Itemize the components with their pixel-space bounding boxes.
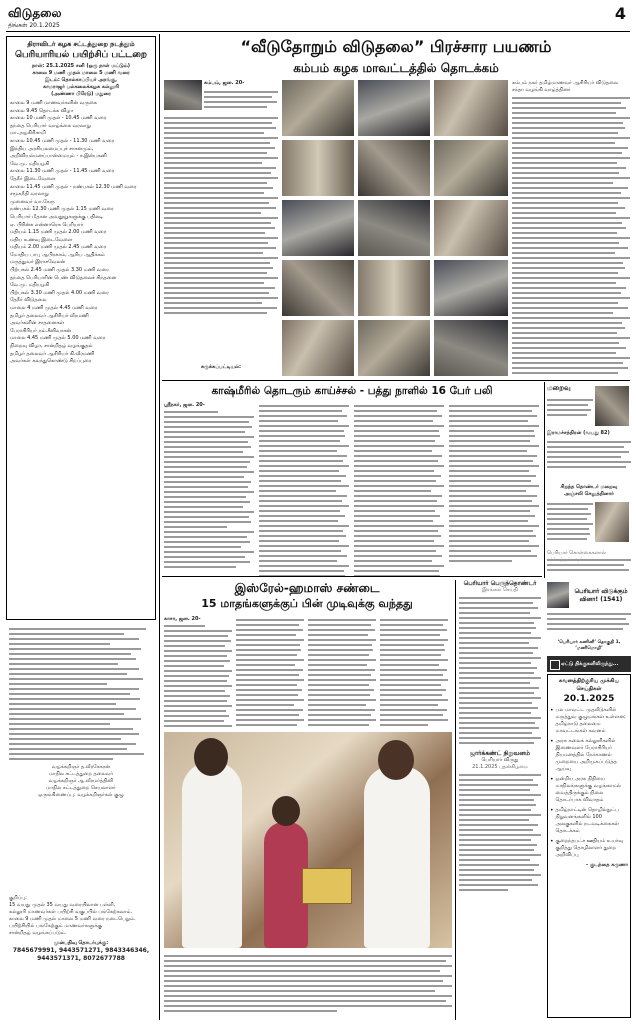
obituary-tag: மறைவு: [547, 384, 571, 392]
israel-headline-line1: இஸ்ரேல்-ஹமாஸ் சண்டை: [234, 581, 380, 595]
lead-photo: [282, 320, 354, 376]
obituary-text-2: [547, 438, 631, 471]
schedule-line: இந்திய அரசியலமைப்புச் சாசனமும்,: [10, 145, 94, 152]
lead-photo: [434, 320, 508, 376]
schedule-line: நண்பகல் 12.30 மணி முதல் 1.15 மணி வரை: [10, 206, 114, 213]
schedule-line: காலை 9 மணி மாணவர்களின் வருகை: [10, 100, 98, 106]
small-notice-headline: பெரியார் பெருந்தொண்டர்: [463, 580, 537, 587]
schedule-line: பிற்பகல் 3.30 மணி முதல் 4.00 மணி வரை: [10, 289, 109, 296]
obituary-photo: [595, 386, 629, 426]
right-mid-sub: பெரியார் விருது: [481, 757, 519, 763]
training-notice-box: [6, 36, 156, 620]
lead-photo: [358, 320, 430, 376]
ad-strip: [547, 656, 631, 672]
news-box-title: கவனத்திற்குரிய முக்கிய செய்திகள்: [558, 678, 620, 692]
quiz-box: [547, 580, 631, 654]
note-line: 15 வயது முதல் 35 வயது வரையிலான பள்ளி,: [9, 902, 116, 908]
schedule-line: தேநீர் இடைவேளை: [10, 175, 56, 182]
lead-photo: [282, 80, 354, 136]
note-line: குறிப்பு:: [9, 895, 27, 901]
schedule-line: வே.மு. மதியழகி: [10, 160, 50, 167]
section-rule: [162, 576, 542, 577]
contact-label: முன்பதிவு தொடர்புக்கு:: [53, 940, 109, 946]
bullet-icon: •: [550, 738, 554, 745]
news-bullet-item: [550, 738, 628, 773]
schedule-line: காலை 11.30 மணி முதல் - 11.45 மணி வரை: [10, 168, 115, 175]
israel-text-col1: [164, 622, 232, 730]
lead-photo: [358, 200, 430, 256]
obituary-text: [547, 396, 593, 419]
lead-photo: [282, 140, 354, 196]
news-box: [547, 674, 631, 1018]
issue-date: திங்கள் 20.1.2025: [8, 22, 60, 29]
lead-body-column: [164, 80, 278, 380]
lead-body-text: [204, 88, 278, 111]
kashmir-body: [164, 402, 540, 572]
person-figure: [364, 766, 430, 948]
schedule-line: மாலை 4 மணி முதல் 4.45 மணி வரை: [10, 305, 98, 312]
schedule-line: தந்தை பெரியாரின் பெண் விடுதலைச் சிந்தனை: [10, 274, 117, 281]
quiz-title: பெரியார் விடுக்கும் வினா! (1541): [574, 588, 628, 603]
training-schedule: [10, 100, 152, 366]
israel-headline-line2: 15 மாதங்களுக்குப் பின் முடிவுக்கு வந்தது: [201, 597, 413, 610]
role-line: வழக்கறிஞர் ஆ.வீரமர்த்தினி: [48, 778, 114, 784]
training-title-line2: பெரியாரியல் பயிற்சிப் பட்டறை: [14, 50, 147, 60]
lead-dateline: கம்பம், ஜன. 20-: [204, 80, 245, 86]
roles-text-block: [9, 628, 153, 760]
right-mid-dateline: 21.1.2025 புதன்கிழமை: [472, 764, 528, 770]
training-intro-line: இடம்: தொல்காப்பியர் அரங்கு,: [44, 77, 118, 83]
obituary2-text: [547, 500, 593, 543]
bullet-icon: •: [550, 807, 554, 814]
training-intro-line: காமராஜர் பல்கலைக்கழக கல்லூரி: [43, 84, 119, 90]
lead-right-column: [512, 80, 630, 376]
left-column-divider: [159, 34, 160, 1020]
lead-photo: [358, 260, 430, 316]
news-bullet-item: [550, 807, 628, 835]
training-footer-box: [6, 892, 156, 1018]
kashmir-dateline: ஸ்ரீநகர், ஜன. 20-: [164, 402, 205, 408]
schedule-line: அவர்களின் சாதனைகள்: [10, 320, 65, 327]
schedule-line: அவர்கள் கலந்துகொண்டு சிறப்புரை: [10, 358, 92, 365]
lead-photo: [282, 260, 354, 316]
schedule-line: தமிழர் தலைவர் ஆசிரியர் கி.வீரமணி: [10, 350, 95, 357]
schedule-line: மாலை 4.45 மணி முதல் 5.00 மணி வரை: [10, 335, 106, 342]
schedule-line: பிற்பகல் 2.45 மணி முதல் 3.30 மணி வரை: [10, 267, 109, 274]
kashmir-text-col2: [259, 402, 349, 580]
training-roles-box: [6, 622, 156, 890]
person-figure: [182, 762, 242, 948]
grid-icon: [550, 660, 560, 670]
schedule-line: மதியம் 2.00 மணி முதல் 2.45 மணி வரை: [10, 244, 107, 251]
lead-photo-list-caption: சுருக்கப்பட்டியல்:: [200, 364, 242, 370]
obituary2-headline-line2: அஞ்சலி செலுத்தினார்: [564, 491, 614, 497]
training-intro-line: காலை 9 மணி முதல் மாலை 5 மணி வரை: [32, 70, 130, 76]
lead-photo-grid: [282, 80, 508, 376]
obituary2-text-2: [547, 556, 631, 574]
lead-photo: [434, 260, 508, 316]
obituary2-headline-line1: சிறந்த தொண்டர் மறைவு: [560, 484, 618, 490]
news-bullet-text: ஒன்றிய அரசு நிதியை மாநிலங்களுக்கு வழங்காமல் வைத்திருக்கும் நிலை தொடர்பாக விவாதம்: [555, 776, 621, 803]
role-line: ஒருங்கிணைப்பு: வழக்கறிஞர்கள் குழு: [38, 792, 124, 798]
bullet-icon: •: [550, 838, 554, 845]
israel-body: [164, 616, 452, 728]
note-line: கல்லூரி மாணவர்கள் பயிற்சி வகுப்பில் பங்கேற்கலாம்.: [9, 909, 133, 915]
lead-photo: [358, 140, 430, 196]
schedule-line: மா.அழகிரிசாமி: [10, 130, 46, 137]
schedule-line: மதியம் 1.15 மணி முதல் 2.00 மணி வரை: [10, 229, 107, 236]
book-held: [302, 868, 352, 904]
news-bullet-list: [550, 707, 628, 859]
small-notice-text: [459, 597, 541, 744]
lead-photo: [434, 80, 508, 136]
lead-photo: [282, 200, 354, 256]
page-number: 4: [614, 4, 626, 23]
role-line: மாநில சட்டத்துறை தலைவர்: [48, 771, 114, 777]
column-divider: [455, 580, 456, 1020]
section-rule: [162, 380, 630, 381]
schedule-line: தந்தை பெரியார் வாழ்க்கை வரலாறு: [10, 122, 91, 129]
quiz-credit: ‘பெரியார் கணினி’ தொகுதி 1, ‘மணிமொழி’: [557, 640, 621, 651]
quiz-text: [547, 610, 631, 633]
person-head: [194, 738, 228, 776]
lead-right-text: [512, 97, 630, 374]
schedule-line: மோதிய பாபு ஆபிரகாம், ஆரிய ஆதிக்கம்: [10, 251, 105, 258]
kashmir-text-col3: [354, 402, 444, 580]
news-bullet-text: அரசு கலைக் கல்லூரிகளில் இணைவளர் பேராசிரியர் நியமனத்தில் நேர்காணல் முறையை அறிமுகப்படுத்த ஆய்வு: [555, 738, 617, 772]
lead-body-text-2: [164, 114, 278, 317]
israel-text-col4: [380, 616, 448, 729]
masthead: விடுதலை: [8, 6, 62, 20]
obituary2-photo: [595, 502, 629, 542]
news-bullet-text: பல மாவட்ட முதலீடுகளில் மருத்துவ குழுமங்கள் உள்ளன; தமிழ்நாடு தலைமை மாவட்டங்கள் கவனம்: [555, 707, 626, 734]
lead-subhead: கம்பம் கழக மாவட்டத்தில் தொடக்கம்: [293, 61, 499, 75]
photo-caption-text: [164, 952, 452, 1015]
schedule-line: ஏ. பிரின்சு என்னாரெசு பெரியார்: [10, 221, 84, 228]
schedule-line: காலை 10.45 மணி முதல் - 11.30 மணி வரை: [10, 137, 115, 144]
right-mid-text: [459, 774, 541, 891]
event-color-photo: [164, 732, 452, 948]
schedule-line: சமூகநீதி வரலாறு: [10, 191, 49, 198]
training-intro: [10, 63, 152, 98]
israel-text-col3: [308, 616, 376, 729]
lead-photo: [434, 140, 508, 196]
news-bullet-item: [550, 838, 628, 859]
training-intro-line: நாள்: 25.1.2025 சனி (ஒரு நாள் மட்டும்): [31, 63, 131, 69]
contact-numbers: 7845679991, 9443571271, 9843346346, 9443571371, 8072677788: [12, 947, 150, 962]
small-notice-sub: இரங்கல் செய்தி: [482, 587, 518, 593]
training-notes: [9, 895, 153, 937]
news-bullet-item: [550, 776, 628, 804]
person-head: [272, 796, 300, 826]
schedule-line: வே.மு. மதியழகி: [10, 282, 50, 289]
schedule-line: தமிழர் தலைவர் ஆசிரியர் வீரமணி: [10, 312, 89, 319]
note-line: பயிற்சியில் பங்கேற்கும் மாணவர்களுக்கு: [9, 923, 102, 929]
lead-photo-small: [164, 80, 202, 110]
bullet-icon: •: [550, 707, 554, 714]
obituary-caption: இராமச்சந்திரன் (வயது 82): [547, 430, 610, 436]
kashmir-text-col4: [449, 402, 539, 565]
schedule-line: காலை 10 மணி முதல் - 10.45 மணி வரை: [10, 115, 107, 122]
column-divider: [544, 382, 545, 578]
schedule-line: அறிவியல்மனப்பான்மையும் - ச.இன்பகனி: [10, 153, 107, 160]
schedule-line: முனைவர் வா.நேரு: [10, 198, 55, 205]
schedule-line: தேநீர் விடுதலை: [10, 297, 47, 304]
person-head: [378, 740, 414, 780]
news-box-date: 20.1.2025: [563, 694, 615, 704]
header-rule: [6, 31, 630, 32]
schedule-line: காலை 9.45 தொடக்க விழா: [10, 107, 74, 114]
news-bullet-item: [550, 707, 628, 735]
news-box-credit: - குடந்தை கருணா: [586, 862, 628, 868]
role-line: மாநில சட்டத்துறை செயலாளர்: [46, 785, 116, 791]
news-bullet-text: தமிழ்நாட்டின் தொழில்நுட்ப நிறுவனங்களில் 100 அலகுகளில் நடவடிக்கைகள் தொடக்கம்: [555, 807, 619, 834]
israel-text-col2: [236, 616, 304, 729]
note-line: சான்றிதழ் வழங்கப்படும்.: [9, 930, 67, 936]
kashmir-text-col1: [164, 408, 254, 571]
lead-right-label: கம்பம் நகர் தமிழ்மாணவர் ஆசிரியர் விடுதலை சந்தா வழங்கி வாழ்த்தினர்: [512, 80, 618, 93]
obituary-box: [547, 384, 631, 578]
schedule-line: காலை 11.45 மணி முதல் - நண்பகல் 12.30 மணி வரை: [10, 183, 137, 190]
training-title-line1: திராவிடர் கழக சட்டத்துறை நடத்தும்: [27, 40, 135, 48]
schedule-line: பேராசிரியர் நம்.சீனிவாசன்: [10, 327, 72, 334]
bullet-icon: •: [550, 776, 554, 783]
role-line: வழக்கறிஞர் த.வீரசேகரன்: [51, 764, 111, 770]
note-line: காலை 9 மணி முதல் மாலை 5 மணி வரை நடைபெறும்.: [9, 916, 136, 922]
obituary-notice-head: பெரியார் கொள்கைகளால்: [547, 550, 606, 556]
roles-list: [9, 764, 153, 799]
lead-headline: “வீடுதோறும் விடுதலை” பிரச்சார பயணம்: [240, 37, 552, 56]
right-mid-heading: ஜார்க்கண்ட் நிறுவனம்: [470, 750, 530, 757]
lead-photo: [434, 200, 508, 256]
schedule-line: பெரியார் மீதான அவதூறுகளுக்கு பதிலடி: [10, 213, 104, 220]
training-intro-line: (அண்ணா பிரேடு) மதுரை: [51, 91, 111, 97]
kashmir-headline: காஷ்மீரில் தொடரும் காய்ச்சல் - பத்து நாளில் 16 பேர் பலி: [211, 385, 493, 397]
lead-photo: [358, 80, 430, 136]
news-bullet-text: குறைந்தபட்ச ஊதியம் உயர்வு குறித்து தொழிலாளர் துறை அறிவிப்பு: [555, 838, 624, 858]
small-notice-column: [459, 580, 541, 1020]
israel-dateline: காசா, ஜன. 20-: [164, 616, 201, 622]
periyar-portrait: [547, 582, 569, 608]
schedule-line: நிறைவு விழா, சான்றிதழ் வழங்குதல்: [10, 343, 93, 349]
schedule-line: மருத்துவர் இராசவேலன்: [10, 259, 66, 266]
ad-strip-label: ஏட்டு திக்குகளிலிருந்து...: [561, 661, 619, 667]
schedule-line: மதிய உணவு இடைவேளை: [10, 236, 73, 243]
